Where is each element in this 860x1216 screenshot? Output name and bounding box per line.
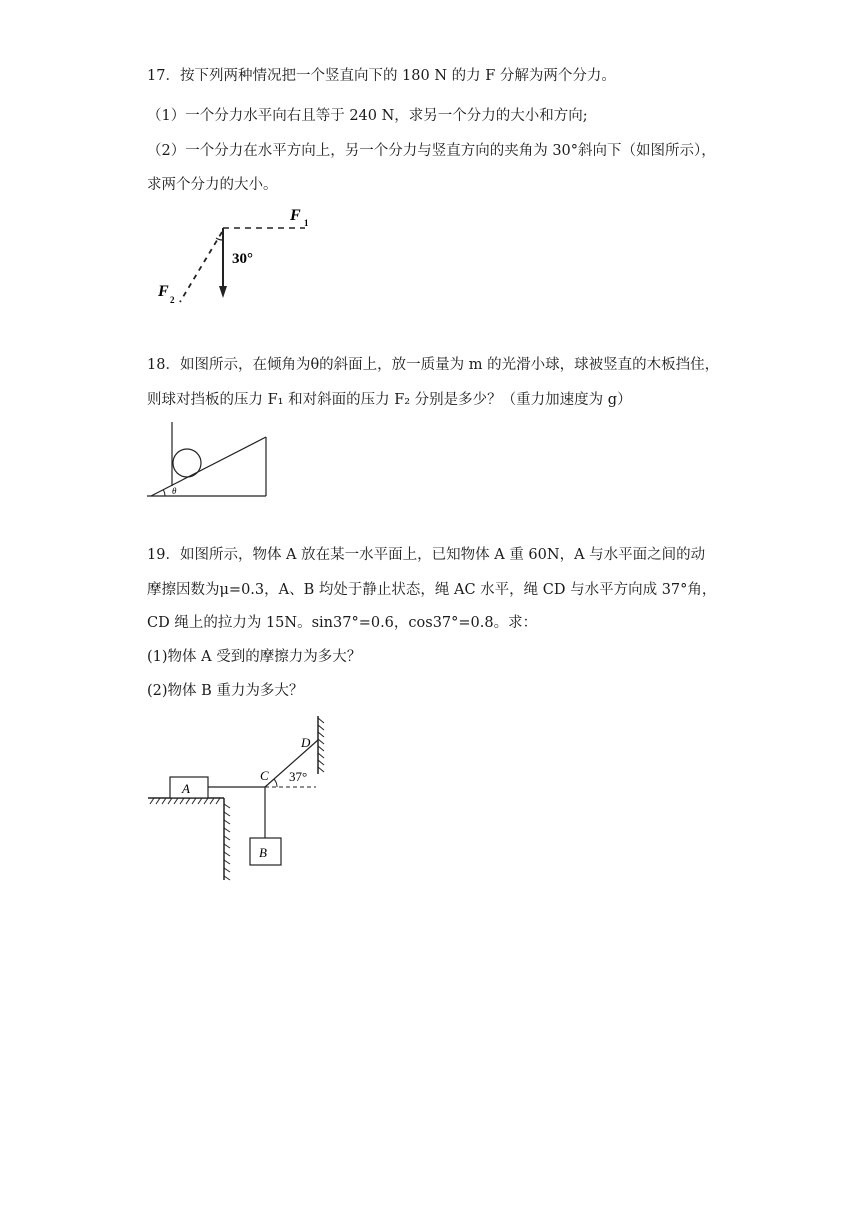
table-edge-hatching [224, 804, 230, 880]
q19-line-3: CD 绳上的拉力为 15N。sin37°=0.6，cos37°=0.8。求： [147, 615, 538, 631]
force-f-arrowhead [219, 286, 227, 298]
q17-force-diagram [140, 200, 340, 315]
theta-label: θ [172, 486, 177, 496]
f2-dashed-line [180, 232, 222, 302]
f2-label: F [158, 283, 169, 300]
block-b-label: B [259, 845, 267, 860]
q18-line-1: 18．如图所示，在倾角为θ的斜面上，放一质量为 m 的光滑小球，球被竖直的木板挡住， [147, 357, 720, 373]
table-hatching [150, 798, 220, 804]
f1-label: F [290, 207, 301, 224]
theta-arc [164, 490, 166, 496]
point-d-label: D [301, 735, 311, 750]
q17-line-1: 17．按下列两种情况把一个竖直向下的 180 N 的力 F 分解为两个分力。 [147, 68, 616, 84]
q19-line-5: (2)物体 B 重力为多大？ [147, 683, 304, 699]
q19-line-2: 摩擦因数为μ=0.3，A、B 均处于静止状态，绳 AC 水平，绳 CD 与水平方向成 37°角， [147, 582, 717, 598]
q18-line-2: 则球对挡板的压力 F₁ 和对斜面的压力 F₂ 分别是多少？（重力加速度为 g） [147, 392, 632, 408]
q19-rope-diagram [140, 710, 340, 885]
incline-line [151, 437, 266, 496]
ball [173, 449, 201, 477]
block-a-label: A [182, 781, 190, 796]
q17-line-2: （1）一个分力水平向右且等于 240 N，求另一个分力的大小和方向; [147, 108, 588, 124]
q19-line-4: (1)物体 A 受到的摩擦力为多大？ [147, 649, 362, 665]
q17-line-3: （2）一个分力在水平方向上，另一个分力与竖直方向的夹角为 30°斜向下（如图所示）， [147, 143, 716, 159]
angle-37-label: 37° [289, 769, 308, 784]
f2-subscript: 2 [170, 295, 175, 305]
point-c-label: C [260, 768, 269, 783]
q19-line-1: 19．如图所示，物体 A 放在某一水平面上，已知物体 A 重 60N，A 与水平面之间的动 [147, 547, 706, 563]
q18-incline-diagram [145, 420, 275, 500]
q17-line-4: 求两个分力的大小。 [147, 177, 278, 193]
f1-subscript: 1 [304, 218, 309, 228]
angle-arc [216, 238, 223, 240]
wall-hatching [318, 718, 324, 772]
angle-37-arc [274, 779, 277, 787]
angle-30-label: 30° [232, 251, 253, 267]
